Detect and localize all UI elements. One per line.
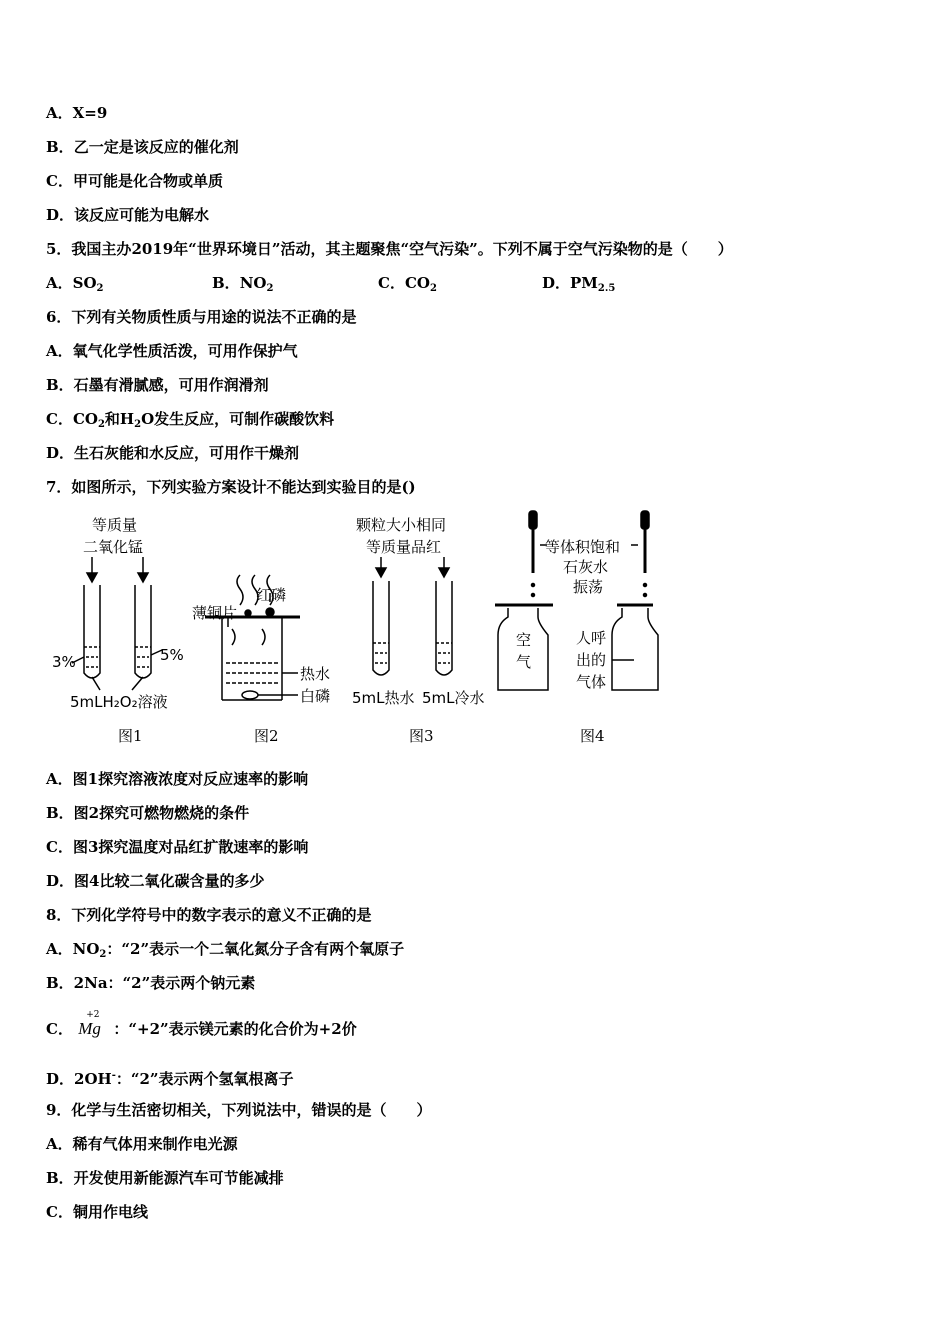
fig3-label-cold: 5mL冷水 bbox=[422, 689, 485, 707]
fig3-label-top1: 颗粒大小相同 bbox=[356, 516, 447, 534]
q9-stem: 9．化学与生活密切相关，下列说法中，错误的是（ ） bbox=[46, 1101, 432, 1119]
fig1-label-top2: 二氧化锰 bbox=[83, 538, 144, 556]
fig1-label-3pct: 3% bbox=[52, 653, 76, 671]
fig2-label-white-phosphorus: 白磷 bbox=[300, 687, 331, 705]
q4-option-b: B．乙一定是该反应的催化剂 bbox=[46, 138, 239, 156]
fig3-label-hot: 5mL热水 bbox=[352, 689, 415, 707]
q5-option-b: B．$NO_2$ bbox=[212, 274, 274, 294]
q7-option-a: A．图1探究溶液浓度对反应速率的影响 bbox=[46, 770, 309, 788]
fig4-label-top1: 等体积饱和 bbox=[545, 538, 621, 556]
fig1-caption: 图1 bbox=[118, 727, 143, 745]
fig3-caption: 图3 bbox=[409, 727, 434, 745]
fig2-label-hot-water: 热水 bbox=[300, 665, 331, 683]
fig1-label-5pct: 5% bbox=[160, 646, 184, 664]
q5-option-d: D．$PM_{2.5}$ bbox=[542, 274, 616, 294]
fig4-label-breath1: 人呼 bbox=[576, 629, 607, 647]
q8-option-a: A．$NO_2$：“2”表示一个二氧化氮分子含有两个氧原子 bbox=[46, 940, 405, 960]
q5-option-a: A．$SO_2$ bbox=[46, 274, 104, 294]
q6-option-d: D．生石灰能和水反应，可用作干燥剂 bbox=[46, 444, 300, 462]
fig4-label-top3: 振荡 bbox=[573, 578, 604, 596]
q4-option-a: A．X=9 bbox=[46, 104, 108, 122]
mg-charge-superscript: +2 bbox=[86, 1010, 100, 1020]
fig4-label-air1: 空 bbox=[516, 631, 532, 649]
fig4-label-breath3: 气体 bbox=[576, 673, 607, 691]
fig4-label-air2: 气 bbox=[516, 653, 532, 671]
fig1-label-top1: 等质量 bbox=[92, 516, 138, 534]
q9-option-b: B．开发使用新能源汽车可节能减排 bbox=[46, 1169, 284, 1187]
q7-option-c: C．图3探究温度对品红扩散速率的影响 bbox=[46, 838, 309, 856]
q7-figure bbox=[0, 505, 950, 755]
q8-option-c: C． +2 Mg ：“+2”表示镁元素的化合价为+2价 bbox=[46, 1019, 357, 1039]
q7-option-d: D．图4比较二氧化碳含量的多少 bbox=[46, 872, 265, 890]
q5-option-c: C．$CO_2$ bbox=[378, 274, 437, 294]
q8-stem: 8．下列化学符号中的数字表示的意义不正确的是 bbox=[46, 906, 372, 924]
fig4-label-breath2: 出的 bbox=[576, 651, 607, 669]
q6-option-b: B．石墨有滑腻感，可用作润滑剂 bbox=[46, 376, 269, 394]
q6-stem: 6．下列有关物质性质与用途的说法不正确的是 bbox=[46, 308, 357, 326]
q8-option-d: D．2OH-：“2”表示两个氢氧根离子 bbox=[46, 1070, 294, 1088]
q7-stem: 7．如图所示，下列实验方案设计不能达到实验目的是() bbox=[46, 478, 416, 496]
q7-option-b: B．图2探究可燃物燃烧的条件 bbox=[46, 804, 250, 822]
q4-option-c: C．甲可能是化合物或单质 bbox=[46, 172, 223, 190]
q6-option-c: C．$CO_2$和$H_2O$发生反应，可制作碳酸饮料 bbox=[46, 410, 335, 430]
fig4-label-top2: 石灰水 bbox=[563, 558, 609, 576]
q8-option-b: B．2Na：“2”表示两个钠元素 bbox=[46, 974, 256, 992]
mg-symbol: Mg bbox=[78, 1019, 101, 1038]
q9-option-c: C．铜用作电线 bbox=[46, 1203, 148, 1221]
fig1-label-solution: 5mLH₂O₂溶液 bbox=[70, 693, 168, 711]
fig2-label-red-phosphorus: 红磷 bbox=[256, 586, 287, 604]
q5-stem: 5．我国主办2019年“世界环境日”活动，其主题聚焦“空气污染”。下列不属于空气污染物的是（ ） bbox=[46, 240, 733, 258]
fig2-caption: 图2 bbox=[254, 727, 279, 745]
fig4-caption: 图4 bbox=[580, 727, 605, 745]
fig3-label-top2: 等质量品红 bbox=[366, 538, 442, 556]
q6-option-a: A．氧气化学性质活泼，可用作保护气 bbox=[46, 342, 298, 360]
fig2-label-copper: 薄铜片 bbox=[192, 604, 238, 622]
q9-option-a: A．稀有气体用来制作电光源 bbox=[46, 1135, 238, 1153]
q4-option-d: D．该反应可能为电解水 bbox=[46, 206, 210, 224]
